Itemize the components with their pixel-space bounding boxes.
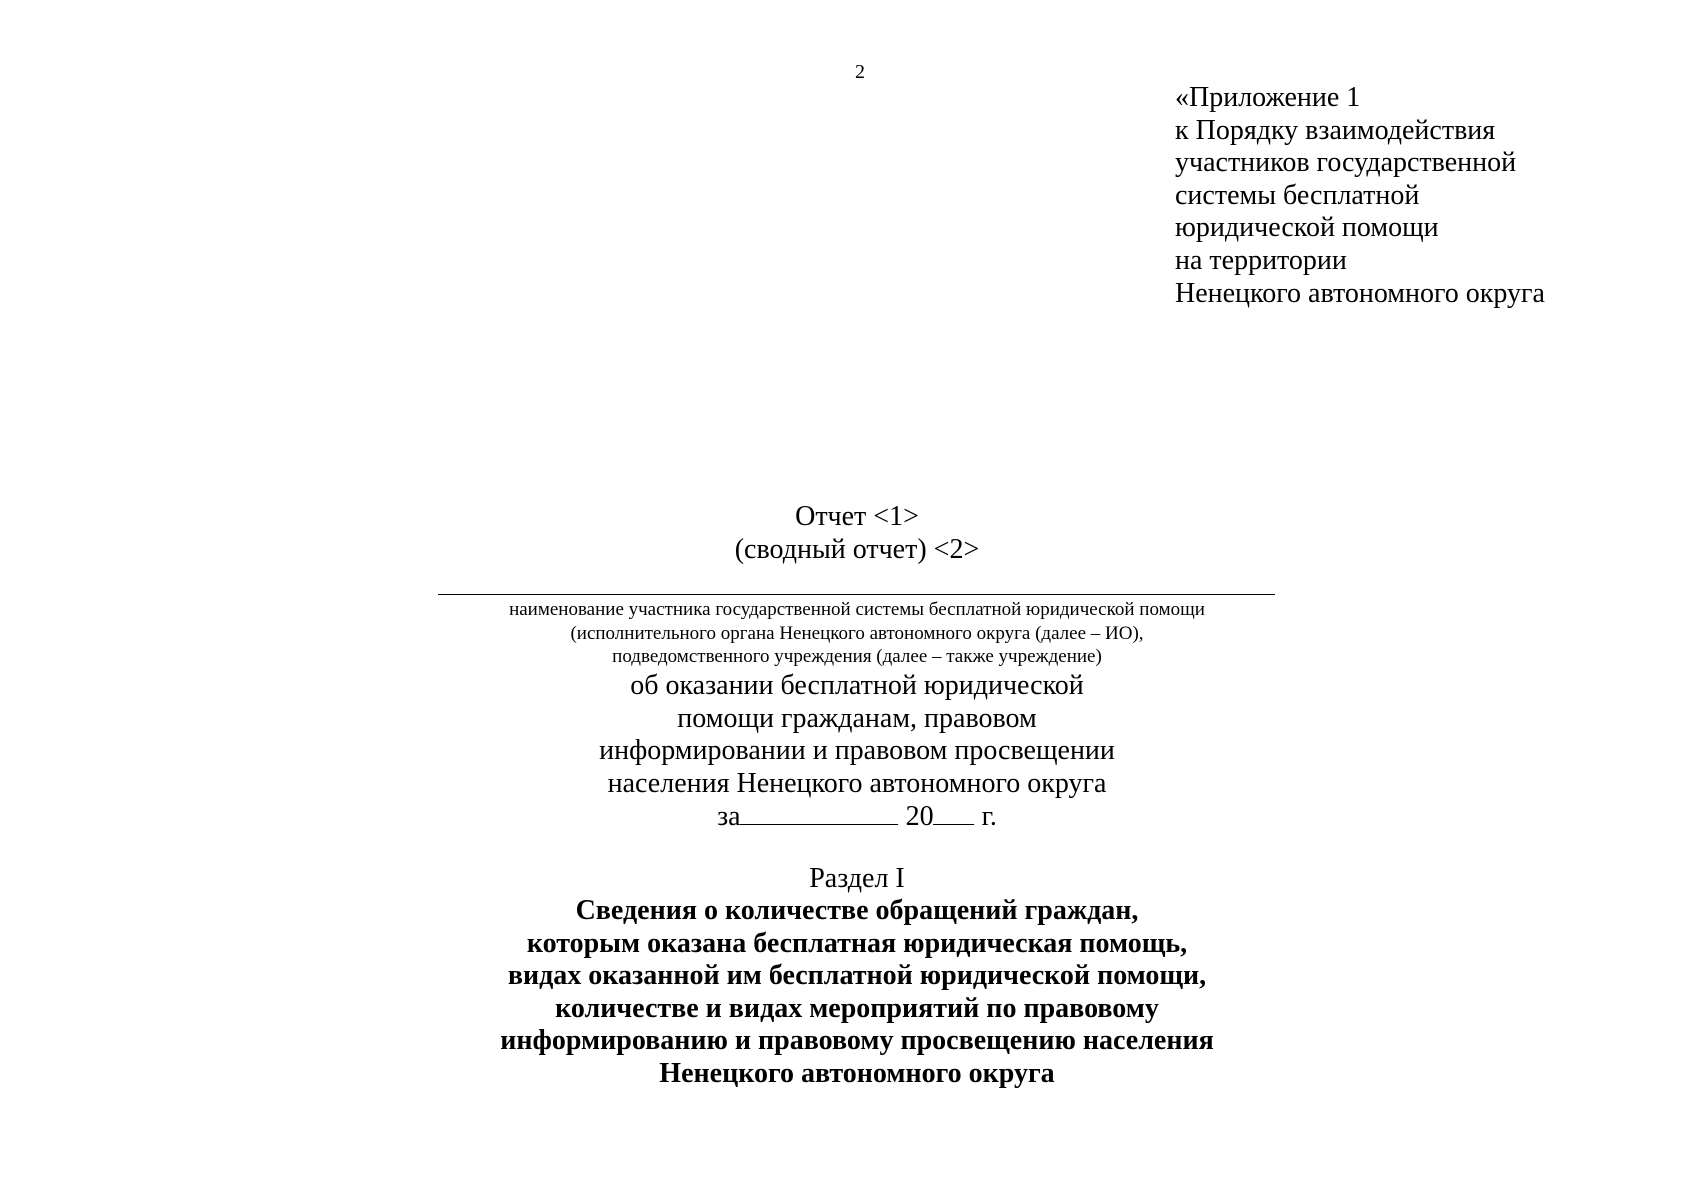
report-title-line: Отчет <1> [795, 501, 919, 532]
subject-line: населения Ненецкого автономного округа [607, 767, 1107, 799]
caption-line: (исполнительного органа Ненецкого автономного округа (далее – ИО), [570, 622, 1144, 644]
year-blank [934, 800, 975, 825]
section-heading-line: которым оказана бесплатная юридическая помощь, [526, 927, 1188, 959]
participant-name-blank-line [438, 594, 1275, 595]
section-heading-line: информированию и правовому просвещению населения [500, 1025, 1214, 1056]
year-suffix: г. [981, 801, 997, 832]
section-number: Раздел I [809, 863, 905, 894]
page-number: 2 [855, 61, 865, 83]
report-subtitle-line: (сводный отчет) <2> [734, 534, 980, 565]
appendix-line: юридической помощи [1175, 212, 1439, 244]
appendix-reference [1175, 82, 1675, 310]
appendix-line: к Порядку взаимодействия [1175, 114, 1496, 146]
participant-name-caption [509, 598, 1205, 669]
section-1 [500, 862, 1213, 1090]
report-subject [599, 670, 1115, 834]
period-prefix: за [717, 801, 741, 832]
section-heading-line: количестве и видах мероприятий по правовому [555, 992, 1159, 1024]
appendix-line: на территории [1175, 244, 1347, 276]
appendix-line: Ненецкого автономного округа [1175, 277, 1545, 309]
section-heading-line: Сведения о количестве обращений граждан, [575, 895, 1139, 926]
subject-line: информировании и правовом просвещении [599, 735, 1115, 766]
caption-line: подведомственного учреждения (далее – также учреждение) [612, 646, 1102, 667]
report-title [735, 500, 980, 566]
period-blank [741, 800, 899, 825]
subject-line: об оказании бесплатной юридической [630, 670, 1084, 701]
report-period-line [599, 800, 1115, 834]
section-heading [500, 895, 1213, 1090]
appendix-line: «Приложение 1 [1175, 82, 1361, 113]
subject-line: помощи гражданам, правовом [677, 702, 1037, 734]
caption-line: наименование участника государственной системы бесплатной юридической помощи [509, 599, 1205, 620]
year-prefix: 20 [905, 801, 934, 832]
appendix-line: участников государственной [1175, 147, 1517, 179]
section-heading-line: видах оказанной им бесплатной юридической помощи, [507, 960, 1207, 991]
appendix-line: системы бесплатной [1175, 179, 1420, 211]
section-heading-line: Ненецкого автономного округа [659, 1057, 1055, 1089]
